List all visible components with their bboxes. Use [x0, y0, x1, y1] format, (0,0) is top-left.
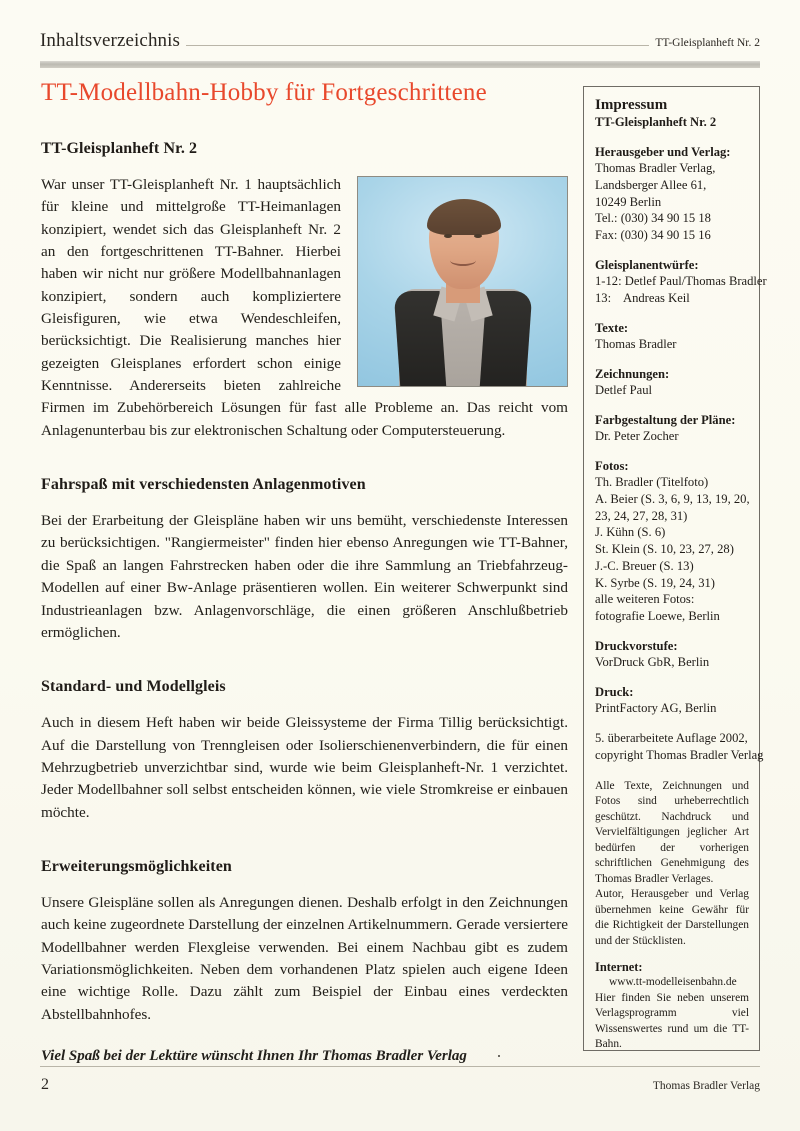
internet-note: Hier finden Sie neben unserem Verlagsprogramm viel Wissenswertes rund um die TT-Bahn.	[595, 991, 749, 1051]
running-head-rule	[186, 45, 649, 46]
impressum-block-edition	[595, 730, 764, 763]
page-number: 2	[41, 1076, 49, 1093]
header-decorative-bar	[40, 61, 760, 68]
running-head	[40, 30, 760, 56]
impressum-legal-notes	[595, 779, 749, 1053]
section-paragraph-2: Bei der Erarbeitung der Gleispläne haben wir uns bemüht, verschiedenste Interessen zu berücksichtigen. "Rangiermeister" finden hier ebenso Anregungen wie TT-Bahner, die Spaß an langen Fahrstrecken haben oder die ihre Sammlung an Triebfahrzeug-Modellen auf einer Bw-Anlage präsentieren wollen. Ein weiterer Schwerpunkt sind Industrieanlagen bzw. Anlagenvorschläge, die einen größeren Anschlußbetrieb ermöglichen.	[41, 512, 568, 641]
impressum-heading: Texte:	[595, 320, 629, 335]
section-heading-3: Standard- und Modellgleis	[41, 678, 226, 696]
impressum-heading: Herausgeber und Verlag:	[595, 144, 731, 159]
section-paragraph-3: Auch in diesem Heft haben wir beide Gleissysteme der Firma Tillig berücksichtigt. Auf die Darstellung von Trenngleisen oder Isolierschienenverbindern, die für einen Mehrzugbetrieb unverzichtbar sind, wurde wie beim Gleisplanheft-Nr. 1 verzichtet. Jeder Modellbahner soll selbst entscheiden können, wie viele Stromkreise er einbauen möchte.	[41, 714, 568, 821]
running-head-right: TT-Gleisplanheft Nr. 2	[655, 37, 760, 49]
footer-publisher: Thomas Bradler Verlag	[652, 1080, 760, 1092]
impressum-subtitle: TT-Gleisplanheft Nr. 2	[595, 115, 717, 129]
impressum-heading-internet: Internet:	[595, 960, 643, 974]
impressum-line: Fax: (030) 34 90 15 16	[595, 228, 711, 243]
impressum-line: copyright Thomas Bradler Verlag	[595, 747, 764, 762]
impressum-line: 10249 Berlin	[595, 194, 662, 209]
signoff-line: Viel Spaß bei der Lektüre wünscht Ihnen Ihr Thomas Bradler Verlag	[41, 1047, 467, 1064]
main-text-column	[41, 140, 568, 1065]
impressum-heading: Zeichnungen:	[595, 366, 670, 381]
impressum-block-trackplans	[595, 257, 767, 307]
footer-rule	[40, 1066, 760, 1067]
impressum-heading: Fotos:	[595, 458, 629, 473]
impressum-block-colordesign	[595, 412, 749, 445]
photo-smile	[450, 255, 476, 266]
impressum-block-publisher	[595, 144, 749, 244]
section-heading-1: TT-Gleisplanheft Nr. 2	[41, 140, 198, 157]
impressum-title: Impressum	[595, 97, 668, 113]
impressum-line: 1-12: Detlef Paul/Thomas Bradler	[595, 274, 767, 289]
impressum-line: St. Klein (S. 10, 23, 27, 28)	[595, 542, 734, 557]
running-head-left: Inhaltsverzeichnis	[40, 30, 181, 51]
impressum-line: Detlef Paul	[595, 383, 653, 398]
portrait-photo	[357, 176, 568, 387]
impressum-line: J.-C. Breuer (S. 13)	[595, 558, 694, 573]
impressum-line: Dr. Peter Zocher	[595, 429, 679, 444]
impressum-heading: Farbgestaltung der Pläne:	[595, 412, 736, 427]
impressum-line: Tel.: (030) 34 90 15 18	[595, 211, 711, 226]
page-title: TT-Modellbahn-Hobby für Fortgeschrittene	[41, 79, 487, 106]
impressum-line: Th. Bradler (Titelfoto)	[595, 475, 709, 490]
impressum-block-drawings	[595, 366, 749, 399]
photo-eye-left	[444, 234, 452, 238]
impressum-line: K. Syrbe (S. 19, 24, 31)	[595, 575, 715, 590]
impressum-block-prepress	[595, 638, 749, 671]
impressum-block-printing	[595, 684, 749, 717]
section-paragraph-4: Unsere Gleispläne sollen als Anregungen dienen. Deshalb erfolgt in den Zeichnungen auch keine zugeordnete Darstellung der einzelnen Artikelnummern. Gerade versiertere Modellbahner werden Flexgleise verwenden. Bei einem Nachbau gibt es zudem Variationsmöglichkeiten. Neben dem vorhandenen Platz spielen auch eigene Ideen eine wichtige Rolle. Dazu zählt zum Beispiel der Einbau eines verdeckten Abstellbahnhofes.	[41, 893, 568, 1023]
impressum-line: A. Beier (S. 3, 6, 9, 13, 19, 20,	[595, 491, 750, 506]
impressum-line: Thomas Bradler Verlag,	[595, 161, 716, 176]
liability-note: Autor, Herausgeber und Verlag übernehmen keine Gewähr für die Richtigkeit der Darstellungen und der Stücklisten.	[595, 888, 749, 947]
internet-url[interactable]: www.tt-modelleisenbahn.de	[609, 976, 737, 989]
impressum-line: fotografie Loewe, Berlin	[595, 609, 720, 624]
impressum-heading: Druck:	[595, 684, 634, 699]
impressum-heading: Druckvorstufe:	[595, 638, 678, 653]
impressum-block-texts	[595, 320, 749, 353]
impressum-line: PrintFactory AG, Berlin	[595, 701, 717, 716]
impressum-line: 23, 24, 27, 28, 31)	[595, 508, 688, 523]
impressum-line: VorDruck GbR, Berlin	[595, 655, 710, 670]
impressum-line: Landsberger Allee 61,	[595, 177, 707, 192]
section-heading-4: Erweiterungsmöglichkeiten	[41, 857, 232, 875]
impressum-heading: Gleisplanentwürfe:	[595, 257, 699, 272]
impressum-line: Thomas Bradler	[595, 336, 677, 351]
impressum-line: 5. überarbeitete Auflage 2002,	[595, 731, 748, 746]
impressum-block-photos	[595, 458, 749, 625]
impressum-line: J. Kühn (S. 6)	[595, 525, 666, 540]
impressum-box	[583, 86, 767, 1051]
impressum-line: alle weiteren Fotos:	[595, 592, 695, 607]
stray-mark	[498, 1055, 500, 1057]
copyright-note: Alle Texte, Zeichnungen und Fotos sind urheberrechtlich geschützt. Nachdruck und Vervielfältigungen jeglicher Art bedürfen der vorherigen schriftlichen Genehmigung des Thomas Bradler Verlages.	[595, 779, 749, 885]
impressum-line: 13: Andreas Keil	[595, 290, 690, 305]
photo-eye-right	[474, 234, 482, 238]
section-paragraph-1: War unser TT-Gleisplanheft Nr. 1 hauptsächlich für kleine und mittelgroße TT-Heimanlagen konzipiert, wendet sich das Gleisplanheft Nr. 2 an den fortgeschrittenen TT-Bahner. Hierbei haben wir nicht nur größere Modellbahnanlagen konzipiert, sondern auch kompliziertere Gleisfiguren, wie etwa Wendeschleifen, berücksichtigt. Die Realisierung manches hier gezeigten Gleisplanes erfordert schon einige Kenntnisse. Andererseits bieten zahlreiche Firmen im Zubehörbereich Lösungen für fast alle Probleme an. Das reicht vom Anlagenunterbau bis zur elektronischen Schaltung oder Computersteuerung.	[41, 176, 568, 439]
section-heading-2: Fahrspaß mit verschiedensten Anlagenmotiven	[41, 476, 366, 494]
